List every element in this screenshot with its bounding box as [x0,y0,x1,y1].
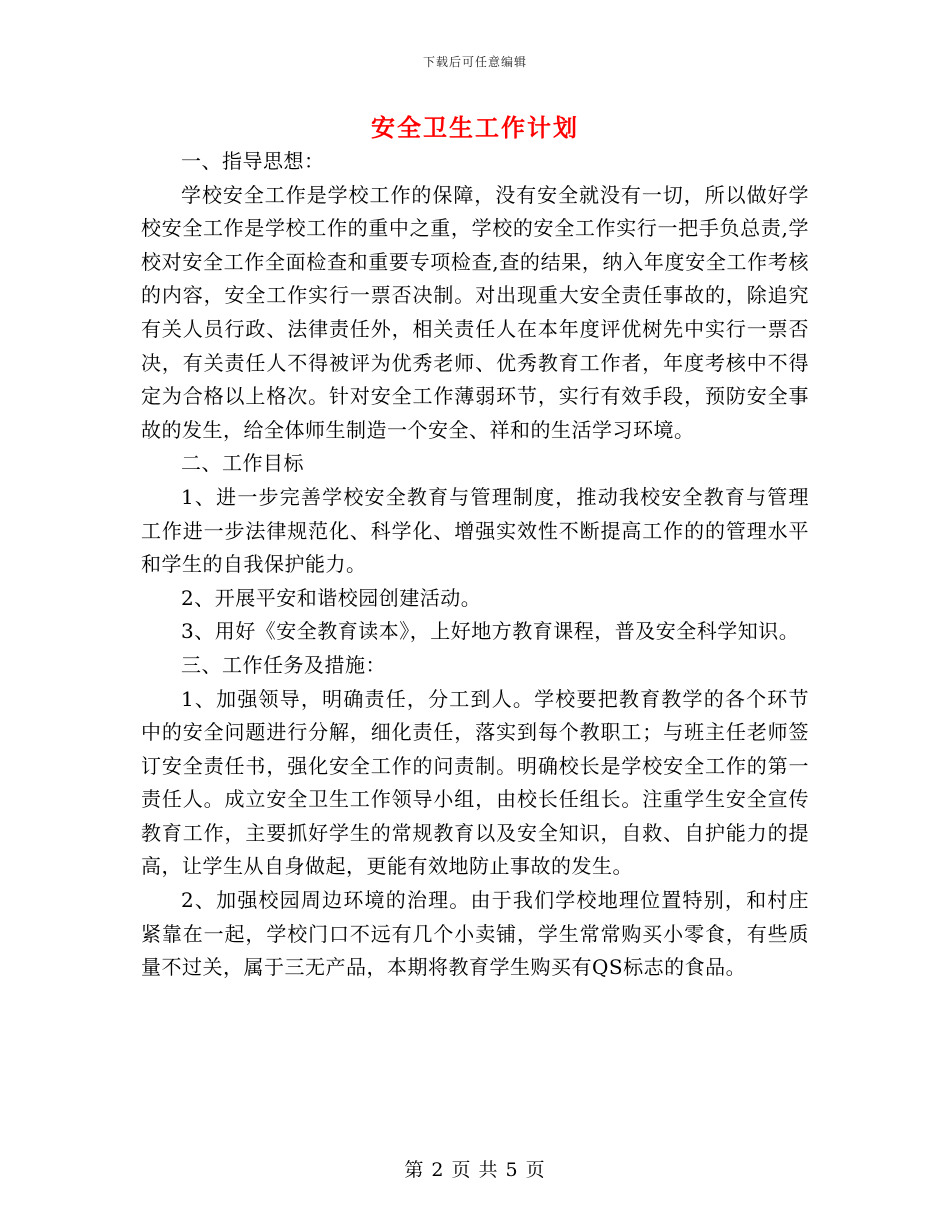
section-heading-work-goals: 二、工作目标 [181,451,304,476]
paragraph-guiding-thought: 学校安全工作是学校工作的保障，没有安全就没有一切，所以做好学校安全工作是学校工作的重中之重，学校的安全工作实行一把手负总责,学校对安全工作全面检查和重要专项检查,查的结果，纳入年度安全工作考核的内容，安全工作实行一票否决制。对出现重大安全责任事故的，除追究有关人员行政、法律责任外，相关责任人在本年度评优树先中实行一票否决，有关责任人不得被评为优秀老师、优秀教育工作者，年度考核中不得定为合格以上格次。针对安全工作薄弱环节，实行有效手段，预防安全事故的发生，给全体师生制造一个安全、祥和的生活学习环境。 [141,182,809,442]
goal-item-1: 1、进一步完善学校安全教育与管理制度，推动我校安全教育与管理工作进一步法律规范化、科学化、增强实效性不断提高工作的的管理水平和学生的自我保护能力。 [141,484,809,577]
goal-item-2: 2、开展平安和谐校园创建活动。 [181,585,482,610]
goal-item-3: 3、用好《安全教育读本》，上好地方教育课程，普及安全科学知识。 [181,619,800,644]
header-note: 下载后可任意编辑 [422,55,527,69]
section-heading-guiding-thought: 一、指导思想： [181,149,325,173]
task-item-1: 1、加强领导，明确责任，分工到人。学校要把教育教学的各个环节中的安全问题进行分解，细化责任，落实到每个教职工；与班主任老师签订安全责任书，强化安全工作的问责制。明确校长是学校安全工作的第一责任人。成立安全卫生工作领导小组，由校长任组长。注重学生安全宣传教育工作，主要抓好学生的常规教育以及安全知识，自救、自护能力的提高，让学生从自身做起，更能有效地防止事故的发生。 [141,686,809,879]
page-number-footer: 第 2 页 共 5 页 [404,1159,546,1181]
document-title: 安全卫生工作计划 [371,113,579,142]
task-item-2: 2、加强校园周边环境的治理。由于我们学校地理位置特别，和村庄紧靠在一起，学校门口不远有几个小卖铺，学生常常购买小零食，有些质量不过关，属于三无产品，本期将教育学生购买有QS标志的食品。 [141,888,809,980]
document-body [141,145,809,985]
section-heading-tasks-measures: 三、工作任务及措施： [181,652,386,677]
